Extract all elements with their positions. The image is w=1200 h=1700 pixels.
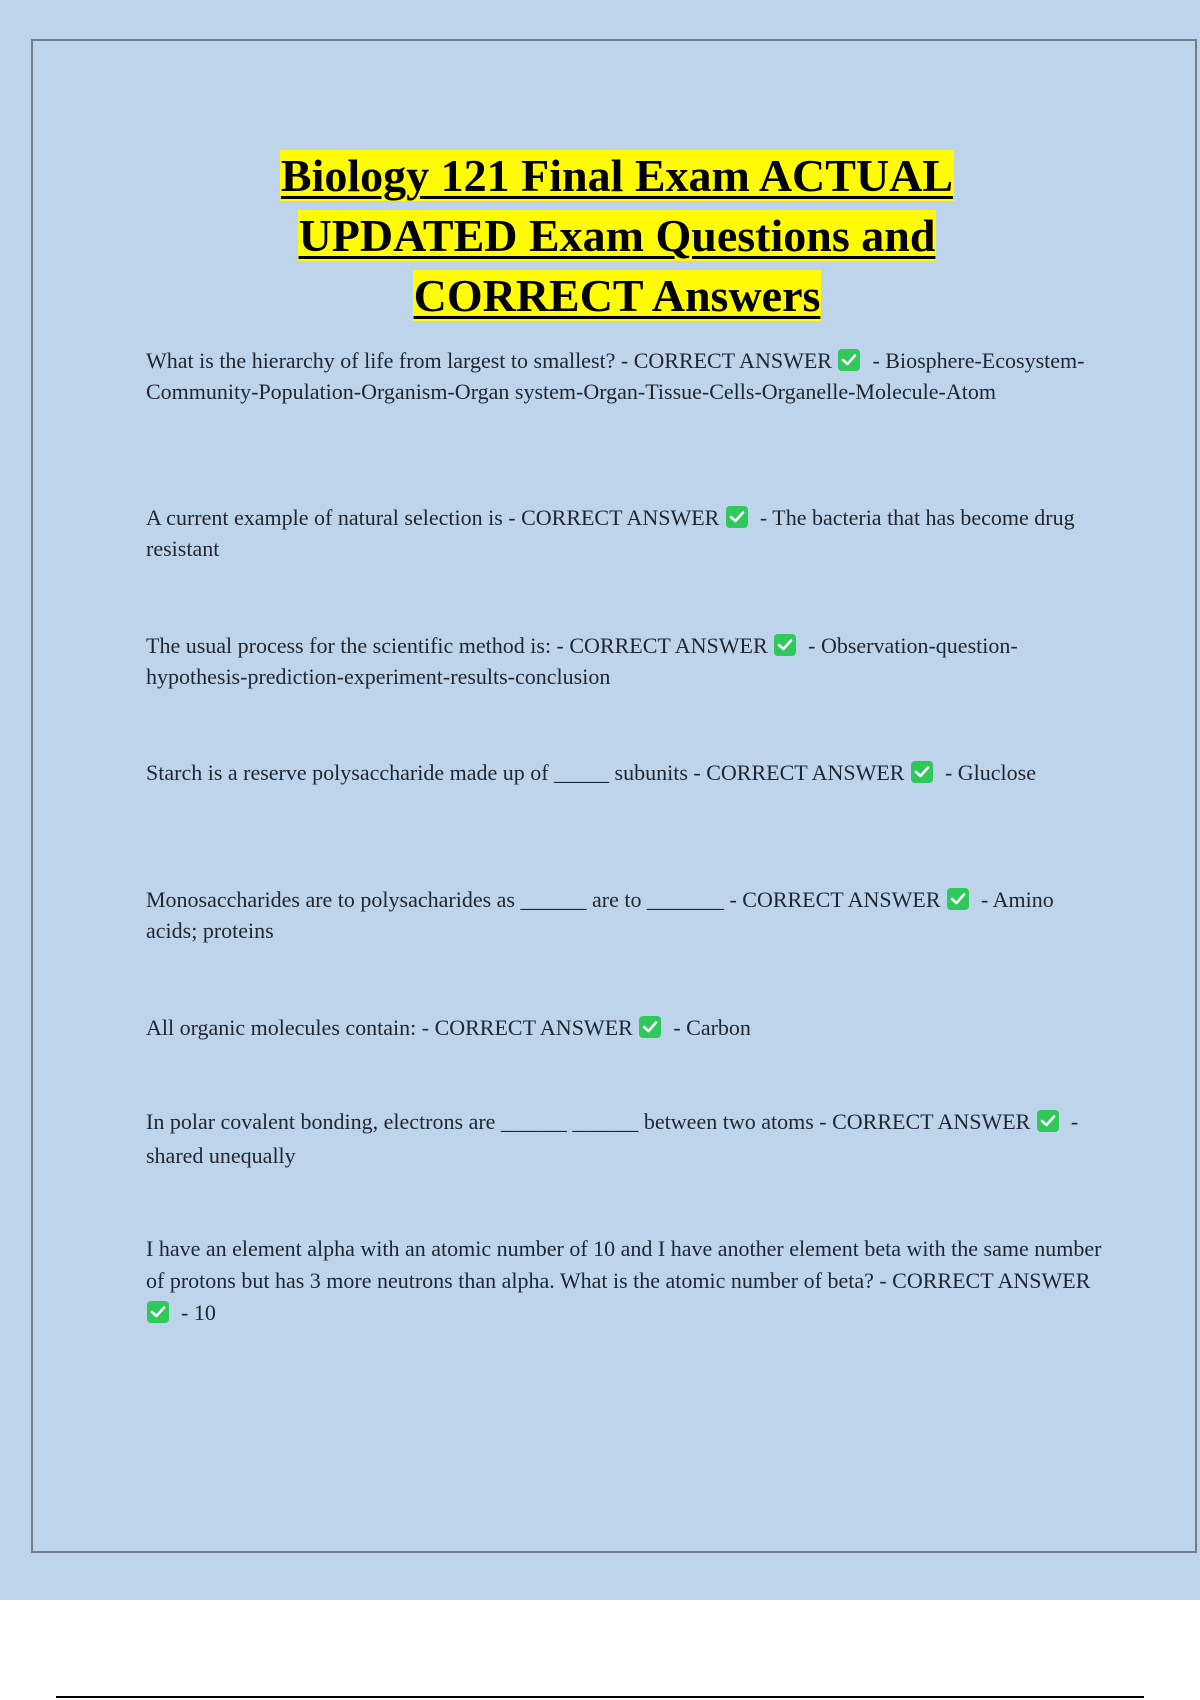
question-text: All organic molecules contain: - CORRECT ANSWER xyxy=(146,1015,633,1040)
answer-text: - shared unequally xyxy=(146,1109,1084,1168)
answer-text: - The bacteria that has become drug resistant xyxy=(146,505,1081,561)
qa-item-3 xyxy=(146,630,1096,692)
title-line-2: UPDATED Exam Questions and xyxy=(298,210,936,261)
qa-item-8 xyxy=(146,1233,1108,1329)
answer-text: - Carbon xyxy=(667,1015,751,1040)
question-text: Monosaccharides are to polysacharides as ______ are to _______ - CORRECT ANSWER xyxy=(146,887,941,912)
question-text: What is the hierarchy of life from largest to smallest? - CORRECT ANSWER xyxy=(146,348,832,373)
qa-item-7 xyxy=(146,1105,1096,1173)
check-mark-icon xyxy=(838,349,860,371)
qa-item-5 xyxy=(146,884,1096,946)
check-mark-icon xyxy=(639,1016,661,1038)
check-mark-icon xyxy=(911,761,933,783)
document-title xyxy=(100,146,1134,326)
qa-item-1 xyxy=(146,345,1096,407)
qa-item-6 xyxy=(146,1012,1096,1043)
title-line-1: Biology 121 Final Exam ACTUAL xyxy=(280,150,954,201)
title-line-3: CORRECT Answers xyxy=(413,270,821,321)
check-mark-icon xyxy=(147,1301,169,1323)
check-mark-icon xyxy=(774,634,796,656)
question-text: The usual process for the scientific method is: - CORRECT ANSWER xyxy=(146,633,768,658)
check-mark-icon xyxy=(947,888,969,910)
answer-text: - Biosphere-Ecosystem-Community-Population-Organism-Organ system-Organ-Tissue-Cells-Organelle-Molecule-Atom xyxy=(146,348,1085,404)
question-text: A current example of natural selection is - CORRECT ANSWER xyxy=(146,505,720,530)
answer-text: - Gluclose xyxy=(939,760,1036,785)
check-mark-icon xyxy=(1037,1110,1059,1132)
answer-text: - 10 xyxy=(175,1300,216,1325)
qa-item-2 xyxy=(146,502,1096,564)
question-text: Starch is a reserve polysaccharide made up of _____ subunits - CORRECT ANSWER xyxy=(146,760,905,785)
answer-text: - Observation-question-hypothesis-prediction-experiment-results-conclusion xyxy=(146,633,1018,689)
check-mark-icon xyxy=(726,506,748,528)
answer-text: - Amino acids; proteins xyxy=(146,887,1060,943)
question-text: In polar covalent bonding, electrons are ______ ______ between two atoms - CORRECT ANSWER xyxy=(146,1109,1031,1134)
bottom-divider xyxy=(56,1696,1144,1698)
qa-item-4 xyxy=(146,757,1096,788)
question-text: I have an element alpha with an atomic number of 10 and I have another element beta with the same number of protons but has 3 more neutrons than alpha. What is the atomic number of beta? - CORRECT ANSWER xyxy=(146,1236,1107,1293)
